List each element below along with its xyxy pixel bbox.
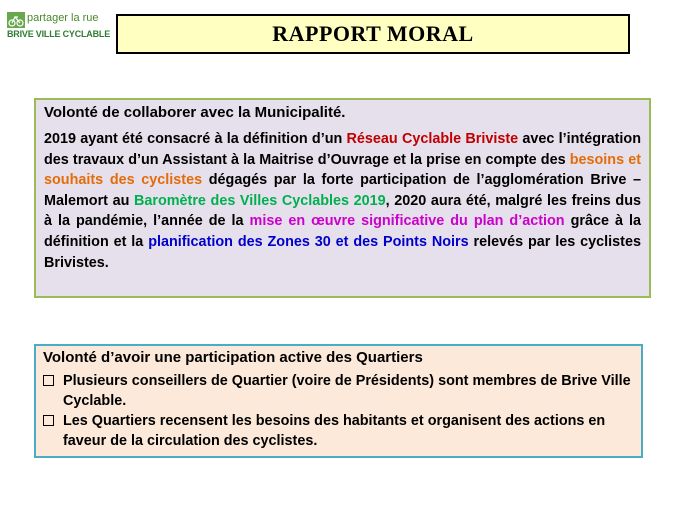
text-segment: avec l’intégration des travaux d’un Assistant à la Maitrise d’Ouvrage et la prise en compte des (44, 131, 641, 168)
text-segment-highlight: Baromètre des Villes Cyclables 2019 (133, 192, 386, 209)
title-box (116, 14, 630, 54)
bullet-text: Plusieurs conseillers de Quartier (voire de Présidents) sont membres de Brive Ville Cyclable. (63, 373, 631, 409)
text-segment: dégagés par la forte participation de l’agglomération Brive – Malemort au (44, 172, 642, 209)
page-title: RAPPORT MORAL (272, 21, 474, 46)
text-segment: 2019 ayant été consacré à la définition d’un (44, 131, 347, 147)
text-segment: , 2020 aura été, malgré les freins dus à la pandémie, l’année de la (44, 192, 641, 230)
checkbox-bullet-icon (43, 375, 54, 386)
logo (7, 12, 111, 44)
section-municipalite-heading: Volonté de collaborer avec la Municipalité. (44, 104, 346, 121)
text-segment: relevés par les cyclistes Brivistes. (44, 233, 641, 271)
section-quartiers (34, 344, 643, 458)
checkbox-bullet-icon (43, 415, 54, 426)
bullet-item (43, 411, 634, 451)
bullet-text: Les Quartiers recensent les besoins des habitants et organisent des actions en faveur de la circulation des cyclistes. (63, 413, 606, 449)
text-segment-highlight: mise en œuvre significative du plan d’action (249, 213, 565, 230)
text-segment: grâce à la définition et la (44, 213, 641, 250)
section-quartiers-heading: Volonté d’avoir une participation active des Quartiers (43, 349, 423, 366)
section-municipalite (34, 98, 651, 298)
section-municipalite-text (44, 129, 641, 273)
logo-name: BRIVE VILLE CYCLABLE (7, 29, 111, 39)
logo-tagline: partager la rue (27, 12, 99, 24)
bullet-item (43, 371, 634, 411)
text-segment-highlight: planification des Zones 30 et des Points Noirs (148, 233, 469, 250)
text-segment-highlight: Réseau Cyclable Briviste (346, 131, 519, 147)
text-segment-highlight: besoins et souhaits des cyclistes (44, 151, 641, 189)
bicycle-logo-icon (7, 12, 25, 28)
